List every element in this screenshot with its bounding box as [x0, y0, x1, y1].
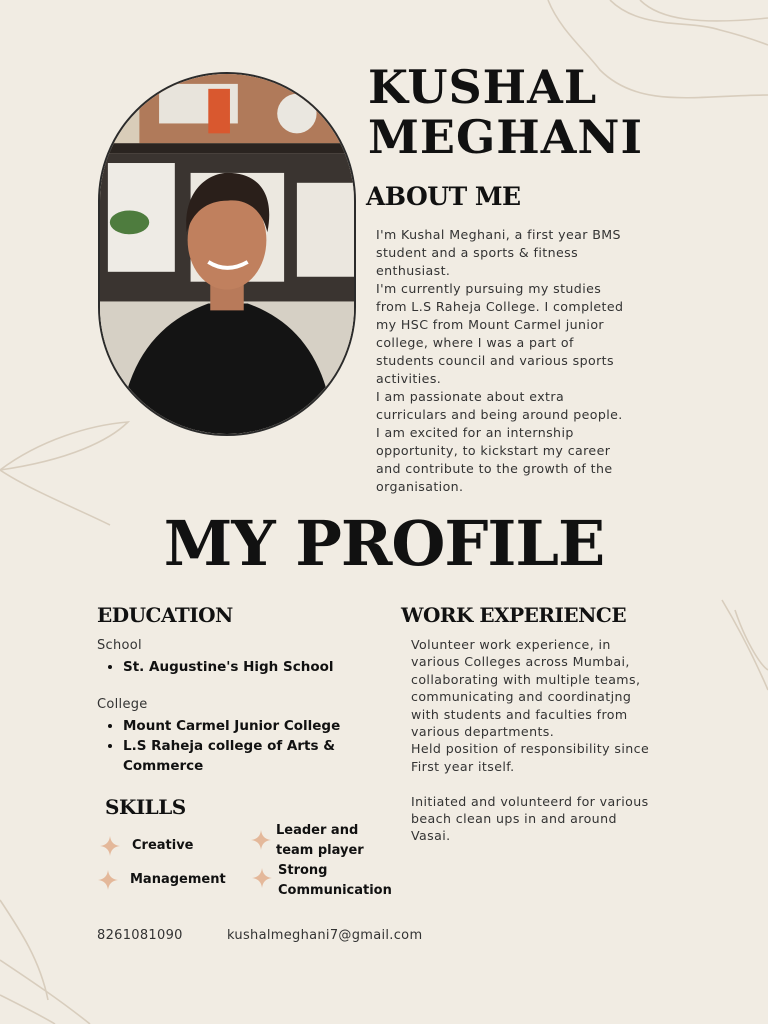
- skill-label: Communication: [278, 883, 392, 898]
- work-line: with students and faculties from: [411, 706, 628, 722]
- work-line: Volunteer work experience, in: [411, 637, 611, 652]
- school-label: School: [97, 638, 142, 653]
- about-line: from L.S Raheja College. I completed: [376, 299, 624, 314]
- about-line: students council and various sports: [376, 353, 614, 368]
- work-line: collaborating with multiple teams,: [411, 671, 641, 687]
- about-me-text: [376, 226, 646, 496]
- candidate-name: [368, 62, 643, 162]
- profile-photo: [98, 72, 356, 436]
- education-heading: EDUCATION: [97, 603, 233, 627]
- skill-label: team player: [276, 843, 364, 858]
- school-item: • St. Augustine's High School: [123, 657, 383, 677]
- work-line: Held position of responsibility since: [411, 741, 650, 757]
- skill-item: [278, 861, 392, 901]
- skill-label: Creative: [132, 838, 194, 853]
- about-line: student and a sports & fitness: [376, 245, 579, 260]
- skill-label: Leader and: [276, 823, 359, 838]
- about-line: curriculars and being around people.: [376, 407, 623, 422]
- about-me-heading: ABOUT ME: [366, 182, 521, 211]
- about-line: enthusiast.: [376, 263, 451, 278]
- work-line: beach clean ups in and around: [411, 811, 617, 827]
- school-list: [97, 657, 383, 677]
- about-line: I am excited for an internship: [376, 425, 574, 440]
- about-line: college, where I was a part of: [376, 335, 574, 350]
- work-experience-heading: WORK EXPERIENCE: [401, 603, 627, 627]
- about-line: opportunity, to kickstart my career: [376, 443, 611, 458]
- college-item: • L.S Raheja college of Arts & Commerce: [123, 736, 383, 776]
- college-list: [97, 716, 383, 776]
- about-line: organisation.: [376, 479, 464, 494]
- work-line: [411, 775, 671, 792]
- work-line: various Colleges across Mumbai,: [411, 654, 630, 670]
- work-line: various departments.: [411, 724, 555, 740]
- college-item: • Mount Carmel Junior College: [123, 716, 383, 736]
- college-label: College: [97, 697, 148, 712]
- skill-item: [130, 870, 226, 890]
- about-line: and contribute to the growth of the: [376, 461, 613, 476]
- about-line: my HSC from Mount Carmel junior: [376, 317, 604, 332]
- sparkle-icon: [251, 830, 271, 850]
- skill-label: Strong: [278, 863, 328, 878]
- my-profile-heading: MY PROFILE: [163, 507, 605, 580]
- skill-label: Management: [130, 872, 226, 887]
- work-line: Initiated and volunteerd for various: [411, 793, 649, 809]
- email-address: kushalmeghani7@gmail.com: [227, 928, 423, 943]
- skill-item: [132, 836, 194, 856]
- skills-heading: SKILLS: [105, 795, 186, 819]
- about-line: activities.: [376, 371, 442, 386]
- work-line: First year itself.: [411, 758, 515, 774]
- about-line: I'm Kushal Meghani, a first year BMS: [376, 227, 621, 242]
- sparkle-icon: [252, 868, 272, 888]
- about-line: I am passionate about extra: [376, 389, 565, 404]
- phone-number: 8261081090: [97, 928, 183, 943]
- name-line-2: MEGHANI: [368, 110, 643, 164]
- about-line: I'm currently pursuing my studies: [376, 281, 602, 296]
- skill-item: [276, 821, 364, 861]
- work-line: Vasai.: [411, 828, 451, 844]
- name-line-1: KUSHAL: [368, 60, 598, 114]
- work-line: communicating and coordinatjng: [411, 689, 632, 705]
- sparkle-icon: [98, 870, 118, 890]
- sparkle-icon: [100, 836, 120, 856]
- work-experience-text: [411, 636, 671, 845]
